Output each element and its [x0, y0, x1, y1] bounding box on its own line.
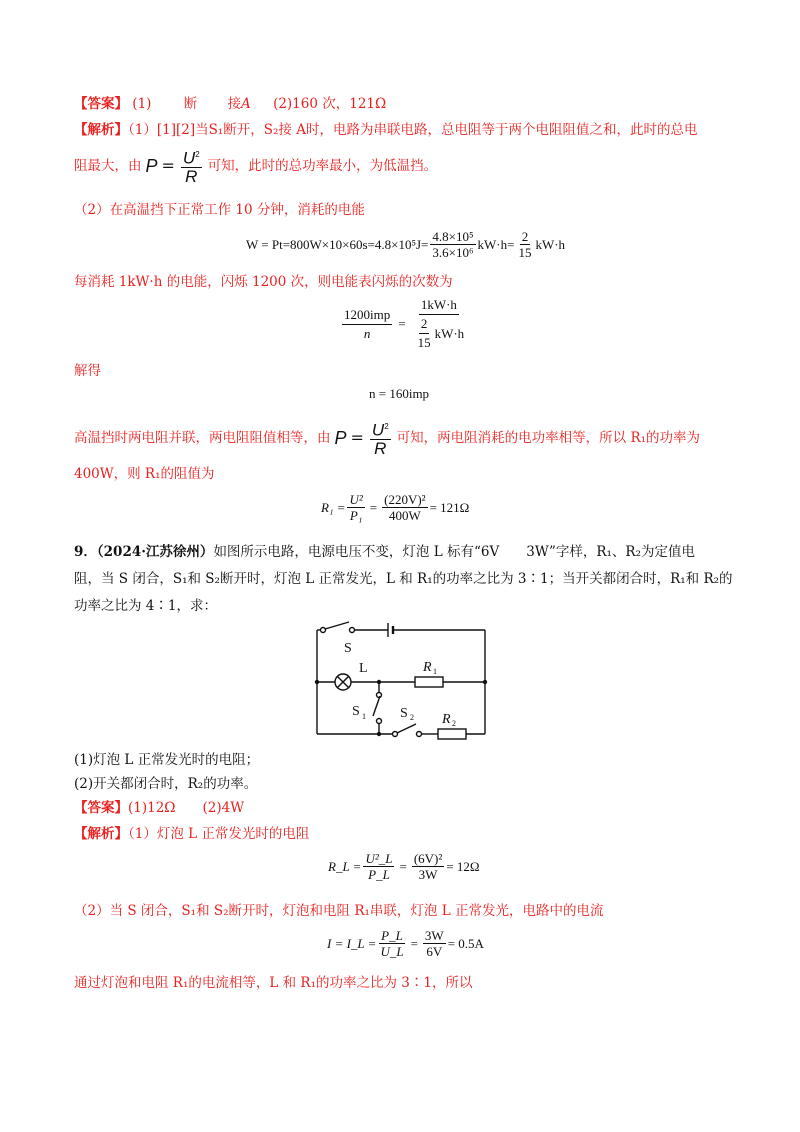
sub-question-1: (1)灯泡 L 正常发光时的电阻；	[74, 752, 260, 768]
label-s1-sub: 1	[362, 712, 366, 721]
question-number: 9．	[74, 544, 97, 560]
switch-s2-pivot	[393, 732, 398, 737]
imp-equation: $\frac{\text{1200imp}}{n}$ = 1kW·h $\frac{2}{15}$ kW·h	[344, 297, 465, 350]
analysis-part2: （2）在高温挡下正常工作 10 分钟，消耗的电能	[74, 202, 365, 218]
question-source: （2024·江苏徐州）	[96, 544, 214, 560]
analysis-line-1: 【解析】（1）[1][2]当S₁断开，S₂接 A时，电路为串联电路，总电阻等于两个电阻阻值之和，此时的总电	[74, 122, 698, 138]
label-s1: S	[352, 704, 360, 719]
junction-right	[483, 680, 487, 684]
resistor-r1	[415, 677, 443, 687]
switch-s1-blade	[373, 696, 380, 716]
analysis-each-line: 每消耗 1kW·h 的电能，闪烁 1200 次，则电能表闪烁的次数为	[74, 274, 453, 290]
label-r1: R	[423, 660, 432, 675]
label-s2: S	[400, 706, 408, 721]
analysis-2-line-3: 通过灯泡和电阻 R₁的电流相等，L 和 R₁的功率之比为 3∶1，所以	[74, 975, 473, 991]
question-9-line-3: 功率之比为 4∶1，求：	[74, 598, 217, 614]
question-9-line-2: 阻，当 S 闭合，S₁和 S₂断开时，灯泡 L 正常发光，L 和 R₁的功率之比为 3∶1；当开关都闭合时，R₁和 R₂的	[74, 571, 733, 587]
analysis-2-line-2: （2）当 S 闭合，S₁和 S₂断开时，灯泡和电阻 R₁串联，灯泡 L 正常发光，电路中的电流	[74, 903, 604, 919]
analysis-tag: 【解析】	[74, 122, 128, 138]
switch-s2-blade	[397, 724, 416, 733]
analysis-tag: 【解析】	[74, 826, 128, 842]
label-s2-sub: 2	[410, 713, 414, 722]
sub-question-2: (2)开关都闭合时，R₂的功率。	[74, 776, 258, 792]
rl-equation: R_L = $\frac{\text{U²\_L}}{P\_L}$ = $\frac{\text{(6V)²}}{3W}$ = 12Ω	[328, 851, 480, 882]
power-formula-2: P = $\frac{U^2}{R}$	[335, 418, 393, 459]
energy-equation: W = Pt=800W×10×60s=4.8×10⁵J= $\frac{\text{4.8×10⁵}}{\text{3.6×10⁶}}$ kW·h= $\frac{2}{15}$ kW·h	[246, 229, 566, 260]
junction-s1-top	[377, 680, 381, 684]
answer-line-2: 【答案】(1)12Ω (2)4W	[74, 800, 245, 816]
switch-s-blade	[325, 622, 349, 629]
current-equation: I = I_L = $\frac{P\_L}{U\_L}$ = $\frac{3W}{6V}$ = 0.5A	[327, 928, 484, 959]
answer-line-1: 【答案】 (1) 断 接A (2)160 次，121Ω	[74, 96, 387, 112]
resistor-r2	[438, 729, 466, 739]
circuit-diagram	[312, 620, 492, 742]
n-equation: n = 160imp	[369, 386, 430, 401]
power-formula-1: P = $\frac{U^2}{R}$	[146, 146, 204, 187]
answer-tag: 【答案】	[74, 96, 128, 112]
analysis-2-line-1: 【解析】（1）灯泡 L 正常发光时的电阻	[74, 826, 310, 842]
label-r2-sub: 2	[452, 719, 456, 728]
question-9-line-1: 9．（2024·江苏徐州）如图所示电路，电源电压不变，灯泡 L 标有“6V 3W”字样，R₁、R₂为定值电	[74, 544, 695, 560]
label-r1-sub: 1	[433, 667, 437, 676]
r1-line: 400W，则 R₁的阻值为	[74, 466, 215, 482]
label-r2: R	[442, 712, 451, 727]
answer-tag: 【答案】	[74, 800, 128, 816]
high-temp-line: 高温挡时两电阻并联，两电阻阻值相等，由 P = $\frac{U^2}{R}$ 可知，两电阻消耗的电功率相等，所以 R₁的功率为	[74, 420, 700, 456]
junction-left	[315, 680, 319, 684]
analysis-line-2: 阻最大，由 P = $\frac{U^2}{R}$ 可知，此时的总功率最小，为低温挡。	[74, 148, 437, 184]
r1-equation: R₁ = $\frac{\text{U²}}{\text{P₁}}$ = $\frac{\text{(220V)²}}{400W}$ = 121Ω	[321, 492, 470, 523]
label-s: S	[344, 641, 352, 656]
switch-s-pivot	[321, 628, 326, 633]
label-l: L	[359, 661, 368, 676]
solve-label: 解得	[74, 363, 101, 379]
junction-s1-bottom	[377, 732, 381, 736]
